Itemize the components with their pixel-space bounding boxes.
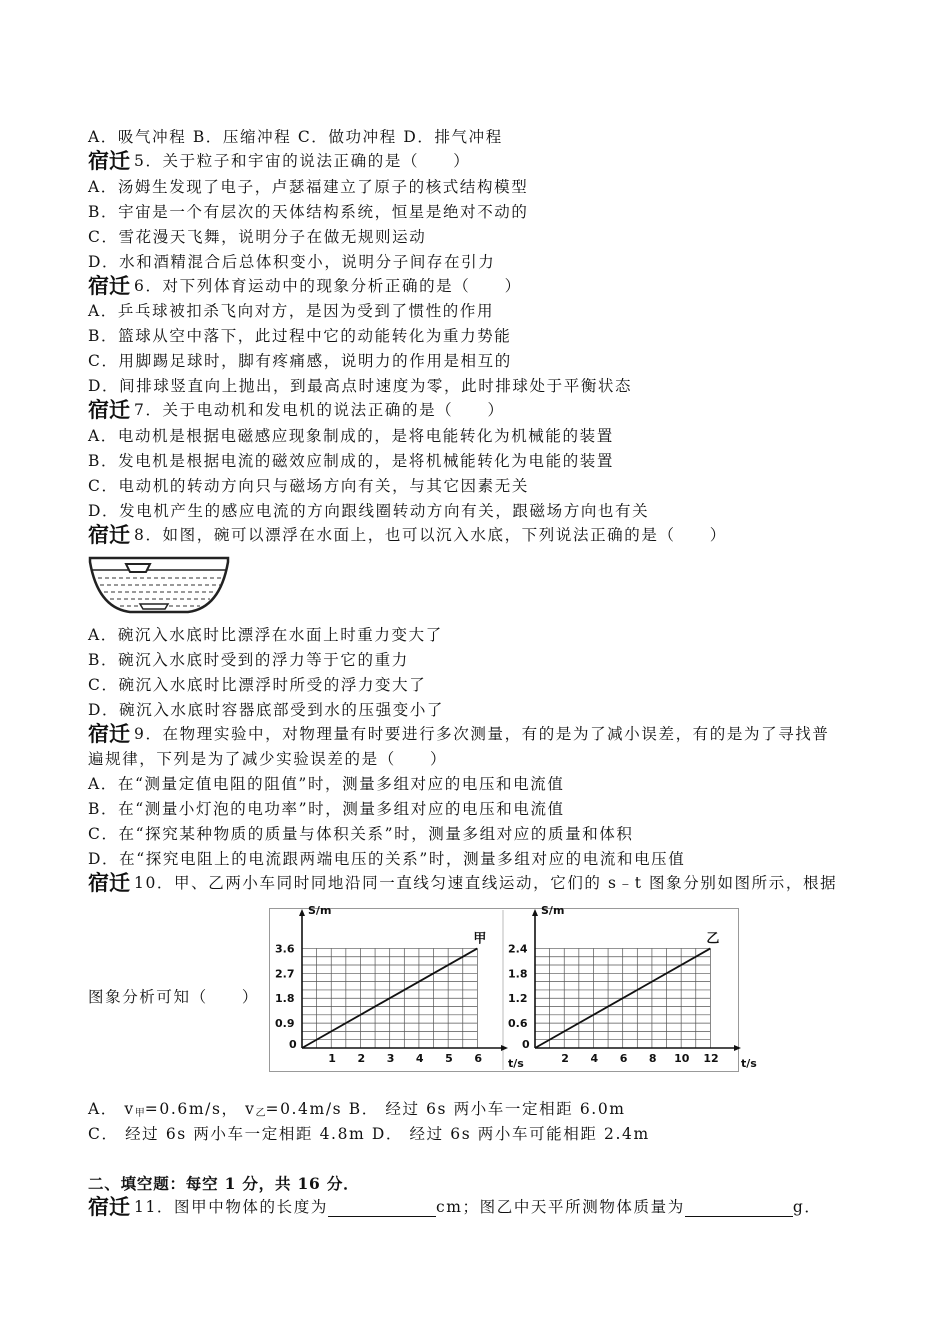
q5-stem: 宿迁 5．关于粒子和宇宙的说法正确的是（ ） <box>88 149 471 173</box>
q11-stem: 宿迁 11．图甲中物体的长度为 cm；图乙中天平所测物体质量为 g． <box>88 1195 822 1219</box>
section-2-title: 二、填空题：每空 1 分，共 16 分． <box>88 1174 360 1193</box>
q7-option-a: A．电动机是根据电磁感应现象制成的，是将电能转化为机械能的装置 <box>88 427 614 445</box>
q7-option-c: C．电动机的转动方向只与磁场方向有关，与其它因素无关 <box>88 477 529 495</box>
q9-option-c: C．在“探究某种物质的质量与体积关系”时，测量多组对应的质量和体积 <box>88 825 634 843</box>
q4-options: A．吸气冲程 B．压缩冲程 C．做功冲程 D．排气冲程 <box>88 128 503 146</box>
q10-option-cd: C． 经过 6s 两小车一定相距 4.8m D． 经过 6s 两小车可能相距 2.4m <box>88 1125 650 1143</box>
q10-stem-line2: 图象分析可知（ ） <box>88 988 260 1006</box>
chart-2-y-axis-arrow <box>532 909 538 916</box>
chart-2-x-tick-label: 0 <box>522 1038 530 1051</box>
chart-1-x-tick-label: 6 <box>474 1052 483 1065</box>
chart-2-x-tick-label: 12 <box>703 1052 719 1065</box>
chart-2-x-axis-label: t/s <box>741 1057 757 1070</box>
q6-stem: 宿迁 6．对下列体育运动中的现象分析正确的是（ ） <box>88 274 522 298</box>
q8-option-c: C．碗沉入水底时比漂浮时所受的浮力变大了 <box>88 676 427 694</box>
q5-option-d: D．水和酒精混合后总体积变小，说明分子间存在引力 <box>88 253 496 271</box>
q5-option-c: C．雪花漫天飞舞，说明分子在做无规则运动 <box>88 228 427 246</box>
chart-1-x-axis-label: t/s <box>508 1057 524 1070</box>
chart-1-x-tick-label: 2 <box>357 1052 366 1065</box>
chart-1-x-axis-arrow <box>501 1045 508 1051</box>
q6-option-d: D．间排球竖直向上抛出，到最高点时速度为零，此时排球处于平衡状态 <box>88 377 633 395</box>
q6-option-c: C．用脚踢足球时，脚有疼痛感，说明力的作用是相互的 <box>88 352 512 370</box>
q6-option-a: A．乒乓球被扣杀飞向对方，是因为受到了惯性的作用 <box>88 302 495 320</box>
q9-stem-line1: 宿迁 9．在物理实验中，对物理量有时要进行多次测量，有的是为了减小误差，有的是为了寻找普 <box>88 722 830 746</box>
chart-1-x-tick-label: 3 <box>386 1052 395 1065</box>
chart-1-y-tick-label: 0.9 <box>275 1017 295 1031</box>
q5-option-b: B．宇宙是一个有层次的天体结构系统，恒星是绝对不动的 <box>88 203 529 221</box>
chart-2-x-tick-label: 6 <box>619 1052 628 1065</box>
q8-option-a: A．碗沉入水底时比漂浮在水面上时重力变大了 <box>88 626 443 644</box>
chart-1-title: 甲 <box>473 931 487 947</box>
chart-1-x-tick-label: 5 <box>445 1052 453 1065</box>
chart-2-x-axis-arrow <box>734 1045 741 1051</box>
chart-2-x-tick-label: 4 <box>590 1052 599 1065</box>
source-tag: 宿迁 <box>88 274 130 298</box>
q8-stem: 宿迁 8．如图，碗可以漂浮在水面上，也可以沉入水底，下列说法正确的是（ ） <box>88 523 727 547</box>
chart-2-x-tick-label: 8 <box>648 1052 657 1065</box>
chart-2-x-tick-label: 10 <box>674 1052 690 1065</box>
chart-2-y-tick-label: 1.8 <box>508 967 528 981</box>
source-tag: 宿迁 <box>88 149 130 173</box>
q9-option-b: B．在“测量小灯泡的电功率”时，测量多组对应的电压和电流值 <box>88 800 565 818</box>
chart-1-y-tick-label: 3.6 <box>275 942 295 956</box>
answer-blank-length[interactable] <box>328 1200 436 1217</box>
chart-1-y-tick-label: 2.7 <box>275 967 295 981</box>
source-tag: 宿迁 <box>88 523 130 547</box>
chart-1-y-axis-arrow <box>299 909 305 916</box>
source-tag: 宿迁 <box>88 1195 130 1219</box>
chart-2-x-tick-label: 2 <box>561 1052 569 1065</box>
q9-option-d: D．在“探究电阻上的电流跟两端电压的关系”时，测量多组对应的电流和电压值 <box>88 850 686 868</box>
q7-option-d: D．发电机产生的感应电流的方向跟线圈转动方向有关，跟磁场方向也有关 <box>88 502 650 520</box>
chart-2-y-axis-label: S/m <box>541 904 565 917</box>
source-tag: 宿迁 <box>88 722 130 746</box>
q10-option-ab: A． $v_甲=0.6m/s$， $v_乙=0.4m/s$ B． 经过 6s 两小车一定相距 6.0m <box>88 1100 626 1119</box>
q9-option-a: A．在“测量定值电阻的阻值”时，测量多组对应的电压和电流值 <box>88 775 565 793</box>
bowl-in-water-figure <box>88 552 233 618</box>
q8-option-b: B．碗沉入水底时受到的浮力等于它的重力 <box>88 651 409 669</box>
q9-stem-line2: 遍规律，下列是为了减少实验误差的是（ ） <box>88 750 448 768</box>
chart-1-y-tick-label: 1.8 <box>275 992 295 1006</box>
q5-option-a: A．汤姆生发现了电子，卢瑟福建立了原子的核式结构模型 <box>88 178 529 196</box>
q8-option-d: D．碗沉入水底时容器底部受到水的压强变小了 <box>88 701 445 719</box>
chart-1-y-axis-label: S/m <box>308 904 332 917</box>
chart-1-x-tick-label: 0 <box>289 1038 297 1051</box>
q10-stem-line1: 宿迁 10．甲、乙两小车同时同地沿同一直线匀速直线运动，它们的 s﹣t 图象分别如图所示，根据 <box>88 871 838 895</box>
chart-2-y-tick-label: 0.6 <box>508 1017 528 1031</box>
source-tag: 宿迁 <box>88 398 130 422</box>
answer-blank-mass[interactable] <box>685 1200 793 1217</box>
chart-2-y-tick-label: 1.2 <box>508 992 528 1006</box>
chart-1-x-tick-label: 4 <box>415 1052 424 1065</box>
q7-stem: 宿迁 7．关于电动机和发电机的说法正确的是（ ） <box>88 398 505 422</box>
source-tag: 宿迁 <box>88 871 130 895</box>
chart-2-title: 乙 <box>706 931 720 947</box>
q7-option-b: B．发电机是根据电流的磁效应制成的，是将机械能转化为电能的装置 <box>88 452 614 470</box>
st-graphs-figure <box>269 904 757 1072</box>
chart-2-y-tick-label: 2.4 <box>508 942 528 956</box>
q6-option-b: B．篮球从空中落下，此过程中它的动能转化为重力势能 <box>88 327 512 345</box>
chart-1-x-tick-label: 1 <box>328 1052 336 1065</box>
